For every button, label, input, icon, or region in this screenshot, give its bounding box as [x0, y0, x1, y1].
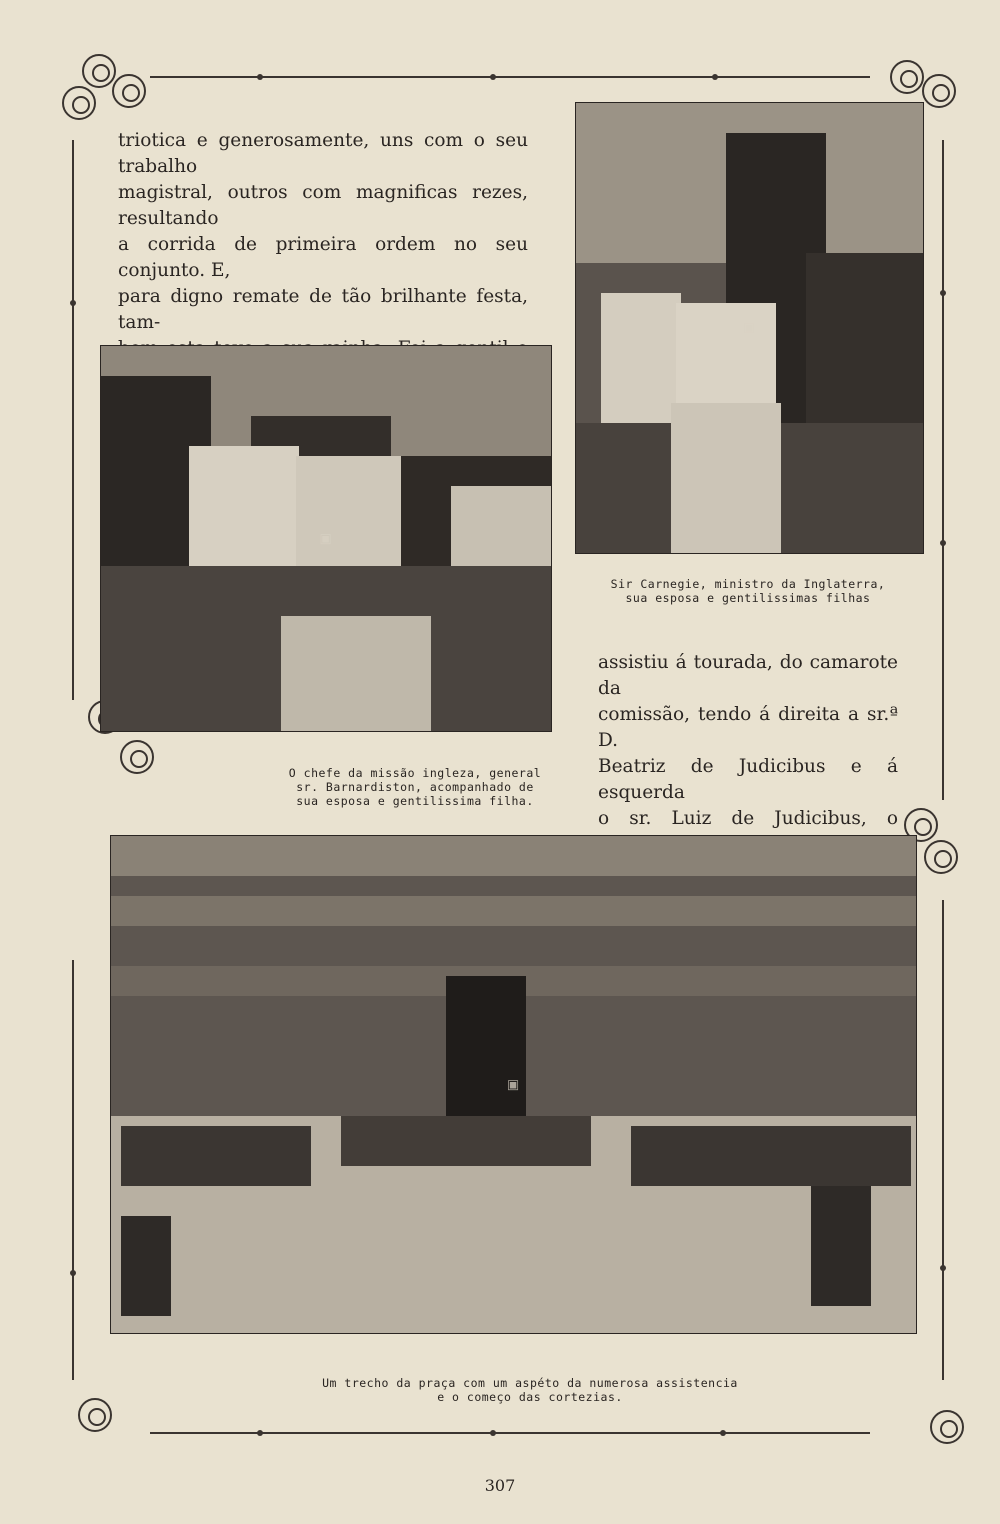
- caption-line: O chefe da missão ingleza, general: [288, 766, 542, 780]
- text-line: a corrida de primeira ordem no seu conjunto. E,: [118, 234, 528, 281]
- rose-ornament-icon: [120, 740, 154, 774]
- border-dot-icon: [490, 1430, 496, 1436]
- border-right-lower: [942, 900, 944, 1380]
- photo-2-caption: [598, 577, 898, 605]
- text-line: o sr. Luiz de Judicibus, o: [598, 808, 898, 829]
- text-line: para digno remate de tão brilhante festa, tam-: [118, 286, 528, 333]
- rose-ornament-icon: [924, 840, 958, 874]
- rose-ornament-icon: [930, 1410, 964, 1444]
- rose-ornament-icon: [890, 60, 924, 94]
- border-dot-icon: [940, 540, 946, 546]
- photo-sir-carnegie: [575, 102, 924, 554]
- caption-line: sua esposa e gentilissimas filhas: [625, 591, 871, 605]
- border-right-upper: [942, 140, 944, 800]
- rose-ornament-icon: [82, 54, 116, 88]
- text-line: Beatriz de Judicibus e á esquerda: [598, 756, 898, 803]
- border-dot-icon: [70, 300, 76, 306]
- photo-1-caption: [270, 766, 560, 808]
- border-dot-icon: [70, 1270, 76, 1276]
- rose-ornament-icon: [112, 74, 146, 108]
- caption-line: e o começo das cortezias.: [437, 1390, 623, 1404]
- text-line: comissão, tendo á direita a sr.ª D.: [598, 704, 898, 751]
- border-dot-icon: [940, 290, 946, 296]
- text-line: assistiu á tourada, do camarote da: [598, 652, 898, 699]
- text-line: triotica e generosamente, uns com o seu trabalho: [118, 130, 528, 177]
- photo-3-caption: [300, 1376, 760, 1404]
- photo-placeholder-label: ▣: [319, 531, 333, 546]
- caption-line: sua esposa e gentilissima filha.: [296, 794, 534, 808]
- border-dot-icon: [257, 1430, 263, 1436]
- photo-placeholder-label: ▣: [506, 1077, 521, 1092]
- border-dot-icon: [720, 1430, 726, 1436]
- caption-line: sr. Barnardiston, acompanhado de: [296, 780, 534, 794]
- border-dot-icon: [257, 74, 263, 80]
- border-left-lower: [72, 960, 74, 1380]
- photo-general-barnardiston: [100, 345, 552, 732]
- border-left-upper: [72, 140, 74, 700]
- rose-ornament-icon: [922, 74, 956, 108]
- text-line: magistral, outros com magnificas rezes, resultando: [118, 182, 528, 229]
- border-dot-icon: [940, 1265, 946, 1271]
- caption-line: Sir Carnegie, ministro da Inglaterra,: [610, 577, 886, 591]
- rose-ornament-icon: [78, 1398, 112, 1432]
- caption-line: Um trecho da praça com um aspéto da numerosa assistencia: [322, 1376, 738, 1390]
- border-dot-icon: [712, 74, 718, 80]
- rose-ornament-icon: [62, 86, 96, 120]
- page-number: 307: [484, 1476, 516, 1495]
- photo-bullring-crowd: [110, 835, 917, 1334]
- photo-placeholder-label: ▣: [742, 320, 757, 336]
- border-dot-icon: [490, 74, 496, 80]
